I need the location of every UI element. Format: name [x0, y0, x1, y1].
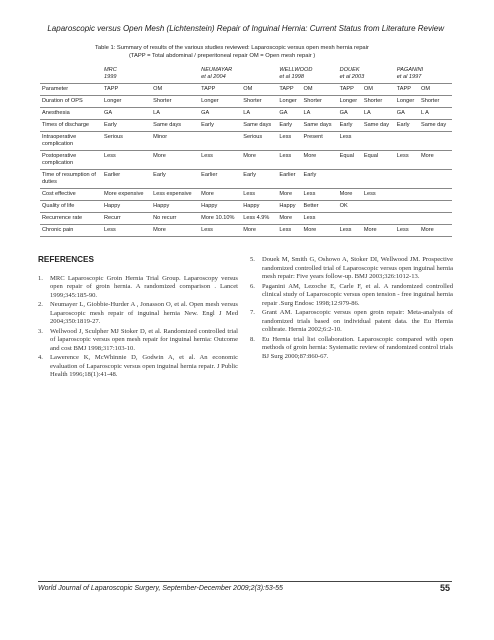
- result-cell: Early: [243, 172, 256, 178]
- result-cell: Equal: [339, 153, 354, 159]
- result-cell: More: [279, 191, 293, 197]
- result-cell: [395, 132, 419, 151]
- result-cell: More: [153, 227, 166, 233]
- result-cell: Less: [201, 153, 213, 159]
- reference-text: Douek M, Smith G, Oshowo A, Stoker DI, Wellwood JM. Prospective randomized controlled trial of Laparoscopic versus open inguinal hernia mesh repair: Five years follow-up. BMJ 2003;326:1012-13.: [262, 256, 453, 280]
- column-header: OM: [303, 86, 313, 92]
- result-cell: [395, 189, 419, 201]
- reference-item: [250, 283, 453, 309]
- result-cell: Shorter: [420, 98, 440, 104]
- result-cell: Earlier: [104, 172, 121, 178]
- result-cell: Less: [396, 153, 409, 159]
- column-header: TAPP: [396, 86, 411, 92]
- reference-number: 4.: [38, 354, 43, 361]
- result-cell: [395, 213, 419, 225]
- result-cell: OK: [339, 203, 348, 209]
- result-cell: Longer: [396, 98, 415, 104]
- reference-item: [250, 309, 453, 335]
- result-cell: More: [363, 227, 377, 233]
- column-header: TAPP: [104, 86, 119, 92]
- table-row: [40, 170, 452, 189]
- result-cell: Same day: [420, 122, 447, 128]
- reference-item: [38, 275, 238, 301]
- parameter-cell: Anesthesia: [42, 110, 70, 116]
- result-cell: [419, 201, 452, 213]
- result-cell: Longer: [279, 98, 297, 104]
- page-number: 55: [439, 583, 450, 593]
- blank-cell: [40, 66, 102, 84]
- result-cell: Minor: [153, 134, 168, 140]
- result-cell: GA: [279, 110, 288, 116]
- study-heading: WELLWOOD et al 1998: [279, 67, 313, 80]
- result-cell: Less expensive: [153, 191, 192, 197]
- result-cell: Early: [339, 122, 353, 128]
- result-cell: More: [153, 153, 166, 159]
- result-cell: More: [243, 153, 256, 159]
- reference-text: Grant AM. Laparoscopic versus open groin repair: Meta-analysis of randomized trials based on individual patent data. the Eu Hernia colibrate. Hernia 2002;6:2-10.: [262, 309, 453, 333]
- table-row: [40, 96, 452, 108]
- result-cell: Less: [201, 227, 213, 233]
- result-cell: GA: [201, 110, 210, 116]
- result-cell: Less: [243, 191, 256, 197]
- result-cell: More: [303, 153, 317, 159]
- column-header: OM: [363, 86, 373, 92]
- column-header: TAPP: [201, 86, 216, 92]
- reference-number: 3.: [38, 327, 43, 335]
- parameter-cell: Chronic pain: [42, 227, 74, 233]
- parameter-cell: Cost effective: [42, 191, 76, 197]
- result-cell: Present: [303, 134, 323, 140]
- result-cell: L A: [420, 110, 429, 116]
- result-cell: Longer: [104, 98, 122, 104]
- result-cell: [199, 132, 241, 151]
- result-cell: No recurr: [153, 215, 177, 221]
- result-cell: Less: [396, 227, 409, 233]
- result-cell: [362, 201, 395, 213]
- result-cell: More: [243, 227, 256, 233]
- parameter-cell: Recurrence rate: [42, 215, 83, 221]
- table-row: [40, 132, 452, 151]
- result-cell: Less 4.9%: [243, 215, 270, 221]
- reference-text: Wellwood J, Sculpher MJ Stoker D, et al. Randomized controlled trial of laparoscopic versus open mesh repair for inguinal hernia: Outcome and cost BMJ 1998;317:103-10.: [50, 327, 238, 352]
- result-cell: Shorter: [363, 98, 383, 104]
- reference-item: [38, 328, 238, 354]
- result-cell: [362, 213, 395, 225]
- study-heading: PAGANINI et al 1997: [396, 67, 424, 80]
- table-row: [40, 201, 452, 213]
- table-row: [40, 120, 452, 132]
- result-cell: LA: [363, 110, 371, 116]
- result-cell: Shorter: [303, 98, 322, 104]
- result-cell: More: [420, 153, 434, 159]
- reference-text: Paganini AM, Lezoche E, Carle F, et al. A randomized controlled clinical study of Laparoscopic versus open tension - free inguinal hernia repair .Surg Endosc 1998;12:979-86.: [262, 282, 453, 307]
- reference-number: 1.: [38, 274, 43, 282]
- result-cell: Longer: [339, 98, 358, 104]
- column-header: TAPP: [339, 86, 354, 92]
- result-cell: Better: [303, 203, 319, 209]
- result-cell: More: [279, 215, 293, 221]
- result-cell: Less: [339, 134, 352, 140]
- reference-item: [250, 336, 453, 362]
- column-header: TAPP: [279, 86, 294, 92]
- study-header-row: [40, 66, 452, 84]
- result-cell: More: [201, 191, 214, 197]
- column-header: Parameter: [42, 86, 69, 92]
- reference-item: [250, 256, 453, 282]
- result-cell: GA: [396, 110, 405, 116]
- result-cell: LA: [303, 110, 311, 116]
- result-cell: Happy: [243, 203, 260, 209]
- result-cell: [395, 170, 419, 189]
- result-cell: GA: [104, 110, 113, 116]
- result-cell: Early: [201, 122, 214, 128]
- result-cell: Happy: [279, 203, 296, 209]
- table-row: [40, 151, 452, 170]
- parameter-cell: Postoperative complication: [42, 153, 77, 166]
- result-cell: More: [339, 191, 353, 197]
- result-cell: Less: [104, 227, 116, 233]
- references-heading: REFERENCES: [38, 255, 94, 264]
- reference-item: [38, 301, 238, 327]
- result-cell: Less: [279, 227, 292, 233]
- result-cell: More 10.10%: [201, 215, 235, 221]
- result-cell: Shorter: [153, 98, 172, 104]
- caption-line-2: (TAPP = Total abdominal / preperitoneal repair OM = Open mesh repair ): [129, 53, 316, 59]
- parameter-cell: Times of discharge: [42, 122, 90, 128]
- result-cell: Less: [303, 215, 316, 221]
- result-cell: Same days: [153, 122, 182, 128]
- result-cell: Early: [303, 172, 317, 178]
- result-cell: [419, 132, 452, 151]
- column-header: OM: [243, 86, 253, 92]
- parameter-cell: Quality of life: [42, 203, 75, 209]
- result-cell: Happy: [201, 203, 218, 209]
- reference-number: 2.: [38, 301, 43, 308]
- result-cell: [362, 170, 395, 189]
- reference-number: 8.: [250, 335, 255, 343]
- footer-journal: World Journal of Laparoscopic Surgery, September-December 2009;2(3):53-55: [38, 585, 283, 592]
- result-cell: [338, 170, 362, 189]
- column-header: OM: [420, 86, 430, 92]
- study-heading: DOUEK et al 2003: [339, 67, 365, 80]
- result-cell: Less: [279, 134, 292, 140]
- result-cell: Early: [153, 172, 166, 178]
- parameter-cell: Duration of OPS: [42, 98, 83, 104]
- result-cell: Less: [363, 191, 376, 197]
- table-caption: [95, 44, 450, 60]
- result-cell: More expensive: [104, 191, 144, 197]
- result-cell: Early: [279, 122, 293, 128]
- result-cell: Serious: [243, 134, 263, 140]
- result-cell: Less: [279, 153, 292, 159]
- result-cell: Same day: [363, 122, 390, 128]
- result-cell: Same days: [243, 122, 272, 128]
- caption-line-1: Table 1: Summary of results of the various studies reviewed: Laparoscopic versus open mesh hernia repair: [95, 45, 369, 51]
- result-cell: Serious: [104, 134, 123, 140]
- reference-text: Neumayer L, Giobbie-Hurder A , Jonasson O, et al. Open mesh versus Laparoscopic mesh repair of inguinal hernia New. Engl J Med 2004;350:1819-27.: [50, 301, 238, 325]
- result-cell: Longer: [201, 98, 219, 104]
- study-heading: MRC 1999: [104, 67, 117, 80]
- result-cell: Early: [396, 122, 410, 128]
- result-cell: Happy: [104, 203, 121, 209]
- result-cell: Equal: [363, 153, 379, 159]
- result-cell: GA: [339, 110, 348, 116]
- reference-number: 6.: [250, 282, 255, 290]
- result-cell: LA: [243, 110, 251, 116]
- result-cell: Recurr: [104, 215, 121, 221]
- result-cell: [419, 189, 452, 201]
- reference-text: MRC Laparoscopic Groin Hernia Trial Group. Laparoscopy versus open repair of groin hernia. A randomized comparison . Lancet 1999;345:185-90.: [50, 274, 238, 299]
- result-cell: Shorter: [243, 98, 262, 104]
- result-cell: [419, 170, 452, 189]
- result-cell: Less: [303, 191, 316, 197]
- reference-text: Eu Hernia trial list collaboration. Laparoscopic compared with open methods of groin hernia: Systematic review of randomized control trials BJ Surg 2000;87:860-67.: [262, 335, 453, 360]
- references-left-column: [38, 256, 238, 381]
- result-cell: Happy: [153, 203, 170, 209]
- result-cell: Less: [339, 227, 352, 233]
- result-cell: Earlier: [279, 172, 296, 178]
- result-cell: Same days: [303, 122, 332, 128]
- reference-item: [38, 354, 238, 380]
- references-right-column: [250, 256, 453, 362]
- result-cell: [338, 213, 362, 225]
- result-cell: More: [420, 227, 434, 233]
- result-cell: LA: [153, 110, 160, 116]
- result-cell: [362, 132, 395, 151]
- column-header: OM: [153, 86, 163, 92]
- parameter-cell: Intraoperative complication: [42, 134, 77, 147]
- reference-number: 5.: [250, 256, 255, 263]
- result-cell: Less: [104, 153, 116, 159]
- result-cell: [395, 201, 419, 213]
- table-row: [40, 108, 452, 120]
- result-cell: [419, 213, 452, 225]
- column-header-row: [40, 84, 452, 96]
- result-cell: More: [303, 227, 317, 233]
- result-cell: Earlier: [201, 172, 218, 178]
- reference-number: 7.: [250, 309, 255, 316]
- reference-text: Lawerence K, McWhinnie D, Godwin A, et al. An economic evaluation of Laparoscopic versus open inguinal hernia repair. J Public Health 1996;18(1):41-48.: [50, 354, 238, 378]
- result-cell: Early: [104, 122, 117, 128]
- table-row: [40, 213, 452, 225]
- table-row: [40, 189, 452, 201]
- study-heading: NEUMAYAR et al 2004: [201, 67, 233, 80]
- footer-divider: [38, 581, 452, 582]
- running-head: Laparoscopic versus Open Mesh (Lichtenstein) Repair of Inguinal Hernia: Current Status from Literature Review: [47, 24, 444, 33]
- table-row: [40, 225, 452, 237]
- results-table: [40, 66, 452, 237]
- parameter-cell: Time of resumption of duties: [42, 172, 96, 185]
